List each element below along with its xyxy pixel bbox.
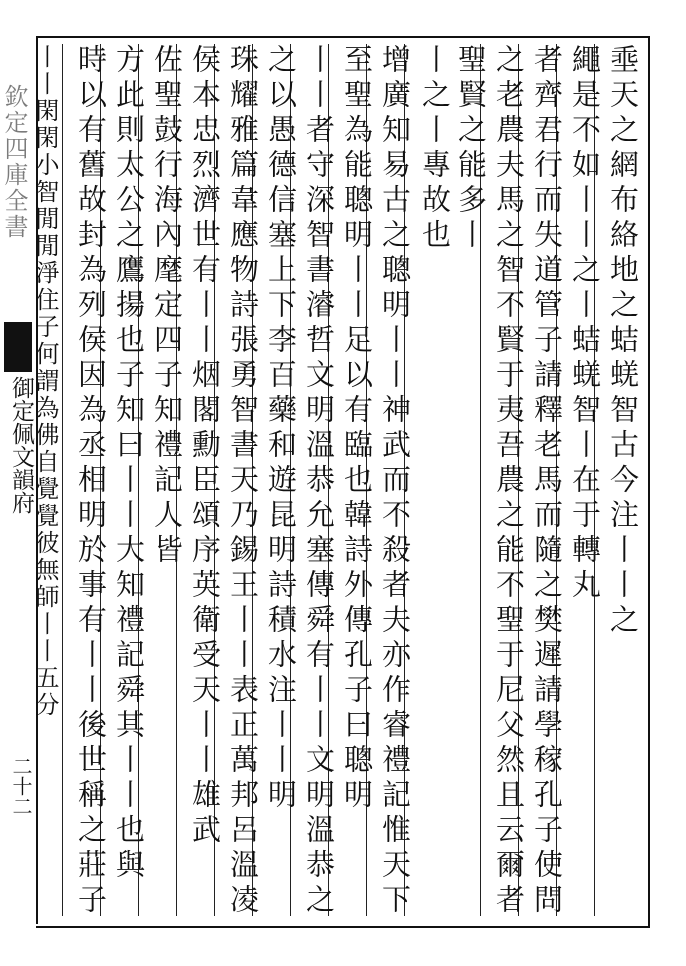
text-column-1: 埀天之網布絡地之蛣蜣智古今注丨丨之 [606, 44, 640, 639]
text-column-3: 者齊君行而失道管子請釋老馬而隨之樊遲請學稼孔子使問 [530, 44, 564, 919]
text-column-9: 丨丨者守深智書濬哲文明溫恭允塞傳舜有丨丨文明溫恭之 [302, 44, 336, 919]
gutter-page-number: 二十二 [9, 756, 33, 816]
text-column-10: 之以愚德信塞上下李百藥和遊昆明詩積水注丨丨明 [264, 44, 298, 814]
text-column-4: 之老農夫馬之智不賢于夷吾農之能不聖于尼父然且云爾者 [492, 44, 526, 919]
text-column-7: 增廣知易古之聰明丨丨神武而不殺者夫亦作睿禮記惟天下 [378, 44, 412, 919]
text-column-12: 侯本忠烈濟世有丨丨烟閣勳臣頌序英衛受天丨丨雄武 [188, 44, 222, 849]
text-column-13: 佐聖鼓行海內麾定四子知禮記人皆 [150, 44, 184, 569]
text-column-14: 方此則太公之鷹揚也子知曰丨丨大知禮記舜其丨丨也與 [112, 44, 146, 884]
text-column-6: 丨之丨專故也 [418, 44, 452, 254]
text-column-15: 時以有舊故封為列侯因為丞相明於事有丨丨後世稱之莊子 [74, 44, 108, 919]
text-column-8: 至聖為能聰明丨丨足以有臨也韓詩外傳孔子曰聰明 [340, 44, 374, 814]
gutter-book-title: 御定佩文韻府 [8, 376, 34, 514]
text-column-11: 珠耀雅篇韋應物詩張勇智書天乃錫王丨丨表正萬邦呂溫凌 [226, 44, 260, 919]
gutter-series-title: 欽定四庫全書 [0, 84, 28, 240]
text-column-2: 繩是不如丨丨之丨蛣蜣智丨在于轉丸 [568, 44, 602, 604]
text-column-16: 丨丨閑閑小智閒閒淨住子何謂為佛自覺覺彼無師丨丨五分 [31, 44, 59, 719]
text-column-5: 聖賢之能多丨 [454, 44, 488, 254]
